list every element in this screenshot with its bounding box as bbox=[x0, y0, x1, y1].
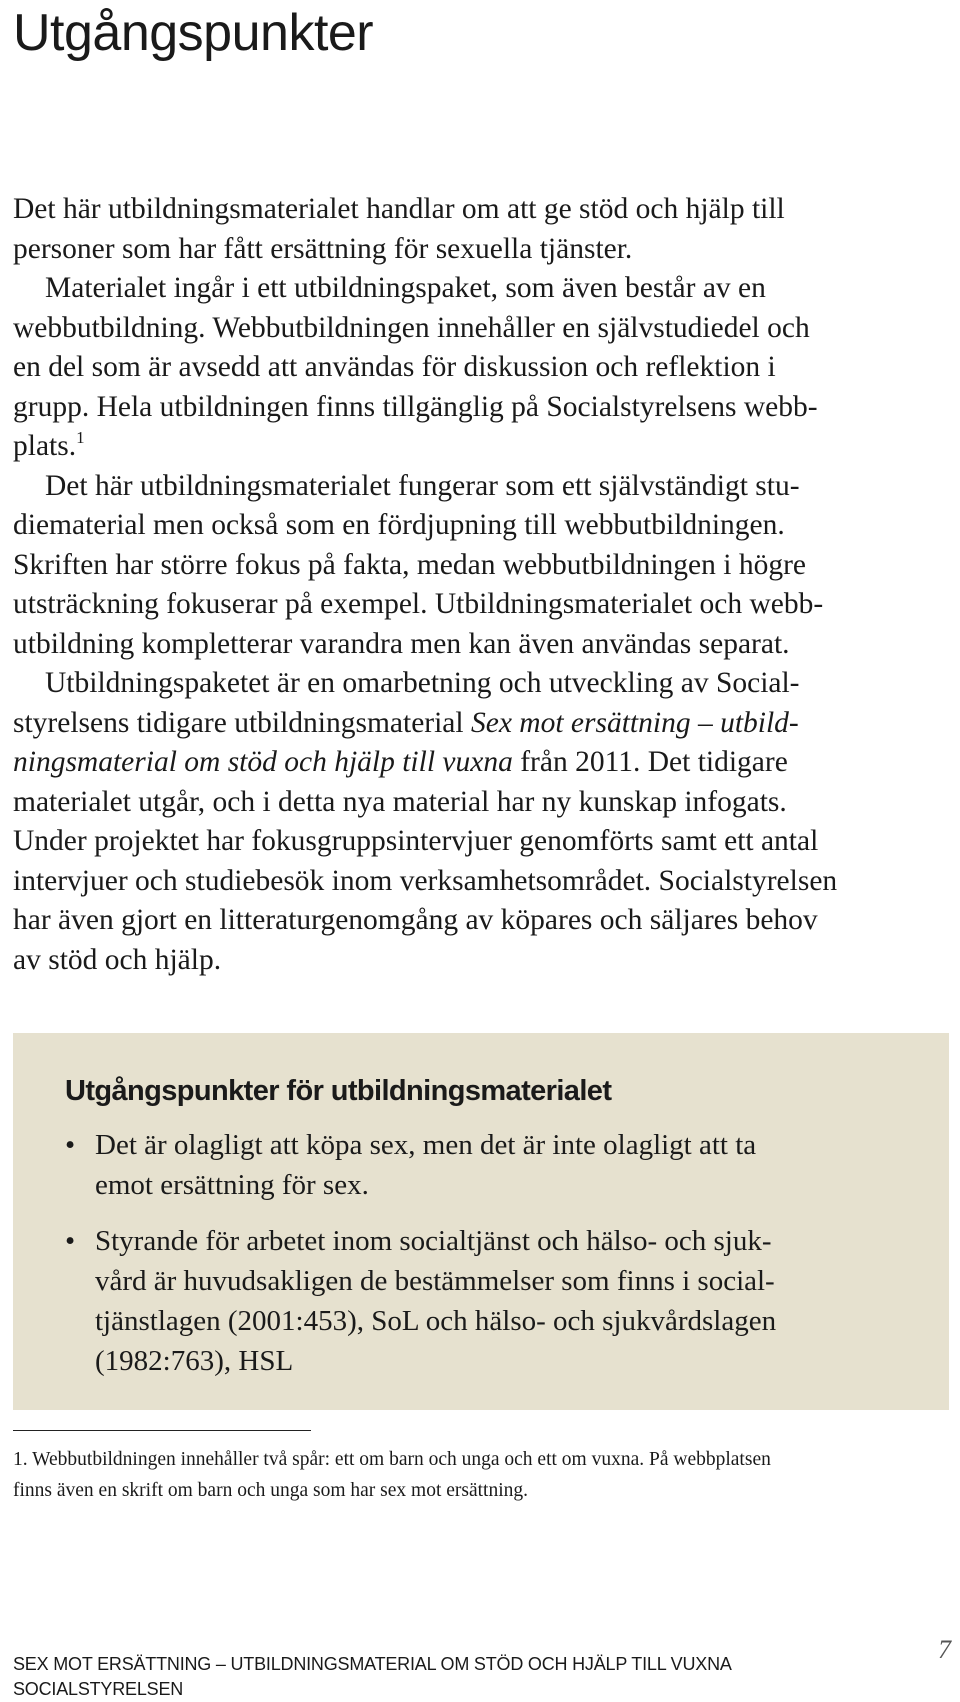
page-title: Utgångspunkter bbox=[13, 4, 374, 62]
body-line: Utbildningspaketet är en omarbetning och utveckling av Social- bbox=[45, 667, 800, 699]
body-line bbox=[13, 427, 953, 467]
fact-box-heading: Utgångspunkter för utbildningsmaterialet bbox=[65, 1075, 612, 1107]
list-item bbox=[65, 1125, 925, 1205]
body-line: har även gjort en litteraturgenomgång av köpares och säljares behov bbox=[13, 904, 818, 936]
footer-publication-title: SEX MOT ERSÄTTNING – UTBILDNINGSMATERIAL OM STÖD OCH HJÄLP TILL VUXNA bbox=[13, 1654, 732, 1674]
body-line: materialet utgår, och i detta nya material har ny kunskap infogats. bbox=[13, 785, 787, 818]
list-item-line: vård är huvudsakligen de bestämmelser som finns i social- bbox=[95, 1265, 775, 1297]
fact-box-list bbox=[65, 1125, 925, 1397]
body-line: Det här utbildningsmaterialet fungerar som ett självständigt stu- bbox=[45, 469, 800, 502]
body-line: av stöd och hjälp. bbox=[13, 943, 222, 976]
body-line-text: styrelsens tidigare utbildningsmaterial bbox=[13, 706, 471, 739]
footnote-line: 1. Webbutbildningen innehåller två spår: ett om barn och unga och ett om vuxna. På webbplatsen bbox=[13, 1449, 771, 1470]
body-line: grupp. Hela utbildningen finns tillgänglig på Socialstyrelsens webb- bbox=[13, 390, 818, 423]
list-item-line: Det är olagligt att köpa sex, men det är inte olagligt att ta bbox=[95, 1129, 757, 1161]
body-line: diematerial men också som en fördjupning till webbutbildningen. bbox=[13, 509, 785, 541]
body-line: Materialet ingår i ett utbildningspaket, som även består av en bbox=[45, 272, 766, 304]
list-item bbox=[65, 1221, 925, 1381]
body-line bbox=[13, 704, 953, 744]
body-line: utbildning kompletterar varandra men kan även användas separat. bbox=[13, 627, 790, 660]
body-line: utsträckning fokuserar på exempel. Utbildningsmaterialet och webb- bbox=[13, 588, 824, 620]
body-line: webbutbildning. Webbutbildningen innehåller en självstudiedel och bbox=[13, 311, 810, 344]
body-line: Det här utbildningsmaterialet handlar om att ge stöd och hjälp till bbox=[13, 193, 785, 225]
body-line: intervjuer och studiebesök inom verksamhetsområdet. Socialstyrelsen bbox=[13, 864, 838, 897]
list-item-line: tjänstlagen (2001:453), SoL och hälso- och sjukvårdslagen bbox=[95, 1305, 777, 1337]
body-line-text: plats. bbox=[13, 430, 77, 462]
page-footer bbox=[13, 1652, 732, 1702]
footnote-line: finns även en skrift om barn och unga som har sex mot ersättning. bbox=[13, 1480, 529, 1501]
bullet-icon: • bbox=[65, 1225, 76, 1257]
footnote-divider bbox=[13, 1430, 311, 1431]
body-line bbox=[13, 743, 953, 783]
body-text bbox=[13, 190, 953, 980]
body-line-text: från 2011. Det tidigare bbox=[512, 746, 788, 778]
body-line: en del som är avsedd att användas för diskussion och reflektion i bbox=[13, 351, 776, 383]
fact-box bbox=[13, 1033, 949, 1410]
list-item-line: (1982:763), HSL bbox=[95, 1345, 294, 1377]
footer-publisher: SOCIALSTYRELSEN bbox=[13, 1679, 184, 1699]
page-number: 7 bbox=[938, 1635, 951, 1664]
list-item-line: emot ersättning för sex. bbox=[95, 1169, 369, 1201]
footnote bbox=[13, 1444, 771, 1506]
body-line: personer som har fått ersättning för sexuella tjänster. bbox=[13, 232, 633, 265]
bullet-icon: • bbox=[65, 1129, 76, 1161]
body-line: Under projektet har fokusgruppsintervjuer genomförts samt ett antal bbox=[13, 825, 819, 857]
list-item-line: Styrande för arbetet inom socialtjänst och hälso- och sjuk- bbox=[95, 1225, 772, 1257]
footnote-reference[interactable]: 1 bbox=[76, 428, 85, 447]
body-line: Skriften har större fokus på fakta, medan webbutbildningen i högre bbox=[13, 548, 806, 581]
publication-title-italic: Sex mot ersättning – utbild- bbox=[470, 706, 799, 739]
publication-title-italic: ningsmaterial om stöd och hjälp till vuxna bbox=[13, 746, 513, 778]
